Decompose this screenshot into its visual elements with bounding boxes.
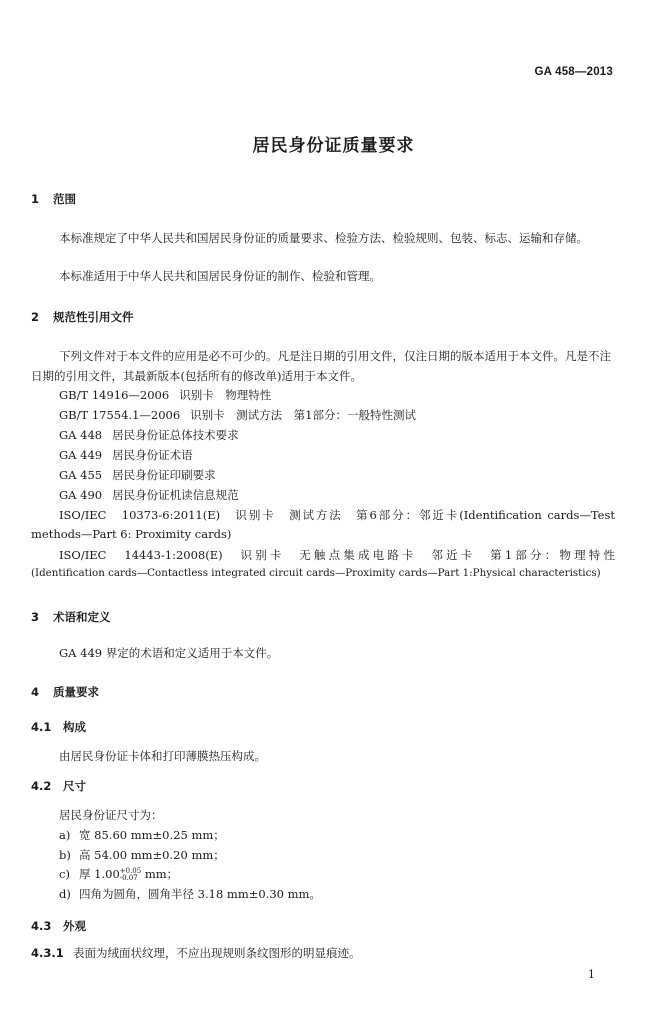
reference-title: 识别卡 物理特性 xyxy=(179,388,272,402)
section-title: 尺寸 xyxy=(63,779,86,793)
section-title: 术语和定义 xyxy=(53,610,111,624)
dimension-item xyxy=(59,886,321,902)
section-1-paragraph-1: 本标准规定了中华人民共和国居民身份证的质量要求、检验方法、检验规则、包装、标志、运输和存储。 xyxy=(59,231,588,245)
item-text: 四角为圆角，圆角半径 3.18 mm±0.30 mm。 xyxy=(79,887,321,901)
reference-title: 识别卡 测试方法 第1部分：一般特性测试 xyxy=(190,408,416,422)
section-number: 4 xyxy=(31,685,40,699)
reference-title: 居民身份证机读信息规范 xyxy=(112,488,239,502)
section-4-3-1-clause xyxy=(31,945,361,961)
dimension-item xyxy=(59,847,225,863)
reference-item xyxy=(59,387,271,403)
item-label: d) xyxy=(59,887,71,901)
section-title: 质量要求 xyxy=(53,685,99,699)
tolerance xyxy=(120,868,141,882)
item-text: 厚 1.00 xyxy=(79,867,120,881)
page-number: 1 xyxy=(588,968,595,981)
reference-item xyxy=(59,447,193,463)
section-1-heading xyxy=(31,191,76,207)
reference-title: 居民身份证印刷要求 xyxy=(112,468,216,482)
reference-title: 居民身份证总体技术要求 xyxy=(112,428,239,442)
tolerance-upper: +0.05 xyxy=(119,867,142,875)
section-4-2-heading xyxy=(31,778,86,794)
section-number: 2 xyxy=(31,310,40,324)
reference-code: GA 455 xyxy=(59,468,103,482)
iso-14443-reference-line-1: ISO/IEC 14443-1:2008(E) 识别卡 无触点集成电路卡 邻近卡 第1部分：物理特性 xyxy=(59,548,615,562)
reference-code: GA 490 xyxy=(59,488,103,502)
section-4-3-heading xyxy=(31,918,86,934)
section-3-paragraph: GA 449 界定的术语和定义适用于本文件。 xyxy=(59,646,279,660)
iso-10373-reference-line-2: methods—Part 6: Proximity cards) xyxy=(31,527,232,541)
item-text: 高 54.00 mm±0.20 mm； xyxy=(79,848,225,862)
item-text: 宽 85.60 mm±0.25 mm； xyxy=(79,828,225,842)
page-title: 居民身份证质量要求 xyxy=(252,136,415,156)
reference-code: GB/T 17554.1—2006 xyxy=(59,408,181,422)
section-title: 构成 xyxy=(63,720,86,734)
section-1-paragraph-2: 本标准适用于中华人民共和国居民身份证的制作、检验和管理。 xyxy=(59,269,381,283)
section-2-intro: 下列文件对于本文件的应用是必不可少的。凡是注日期的引用文件，仅注日期的版本适用于本文件。凡是不注日期的引用文件，其最新版本(包括所有的修改单)适用于本文件。 xyxy=(31,349,611,383)
reference-code: GB/T 14916—2006 xyxy=(59,388,170,402)
item-label: c) xyxy=(59,867,70,881)
section-4-1-heading xyxy=(31,719,86,735)
reference-item xyxy=(59,427,239,443)
section-number: 4.1 xyxy=(31,720,52,734)
tolerance-lower: -0.07 xyxy=(119,874,138,882)
section-number: 1 xyxy=(31,192,40,206)
section-number: 4.3 xyxy=(31,919,52,933)
reference-item xyxy=(59,487,239,503)
dimension-item xyxy=(59,866,178,882)
item-label: a) xyxy=(59,828,71,842)
section-4-2-intro: 居民身份证尺寸为： xyxy=(59,808,163,822)
reference-title: 居民身份证术语 xyxy=(112,448,193,462)
reference-item xyxy=(59,467,216,483)
section-4-heading xyxy=(31,684,99,700)
document-code: GA 458—2013 xyxy=(534,66,613,78)
dimension-item xyxy=(59,827,225,843)
iso-10373-reference-line-1: ISO/IEC 10373-6:2011(E) 识别卡 测试方法 第6部分：邻近卡(Identification cards—Test xyxy=(59,508,615,522)
section-2-heading xyxy=(31,309,134,325)
reference-code: GA 448 xyxy=(59,428,103,442)
clause-number: 4.3.1 xyxy=(31,946,64,960)
reference-item xyxy=(59,407,416,423)
reference-code: GA 449 xyxy=(59,448,103,462)
item-label: b) xyxy=(59,848,71,862)
section-title: 范围 xyxy=(53,192,76,206)
clause-text: 表面为绒面状纹理，不应出现规则条纹图形的明显痕迹。 xyxy=(73,946,361,960)
iso-14443-reference-line-2: (Identification cards—Contactless integrated circuit cards—Proximity cards—Part 1:Physical characteristics) xyxy=(31,567,601,579)
section-3-heading xyxy=(31,609,111,625)
section-title: 规范性引用文件 xyxy=(53,310,134,324)
section-4-1-paragraph: 由居民身份证卡体和打印薄膜热压构成。 xyxy=(59,749,266,763)
item-unit: mm； xyxy=(141,867,179,881)
section-number: 4.2 xyxy=(31,779,52,793)
section-number: 3 xyxy=(31,610,40,624)
section-title: 外观 xyxy=(63,919,86,933)
